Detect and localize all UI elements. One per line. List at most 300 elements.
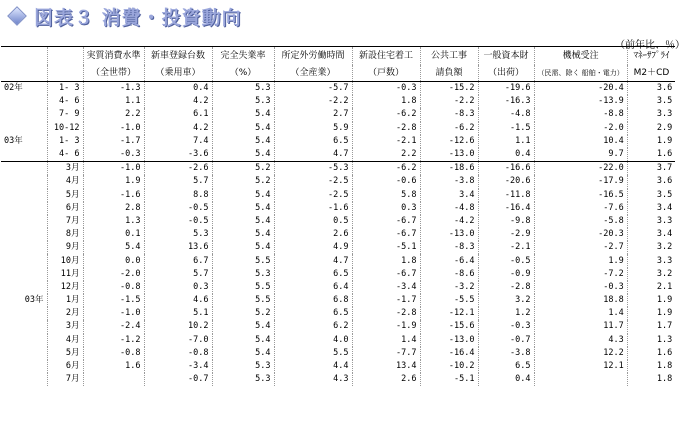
value-cell: -11.8 (478, 189, 534, 202)
value-cell: -20.4 (534, 82, 627, 96)
value-cell: -0.8 (83, 347, 144, 360)
value-cell: -1.6 (83, 189, 144, 202)
column-header: 完全失業率 (212, 47, 274, 66)
value-cell: 5.2 (212, 307, 274, 320)
title-area (2, 2, 242, 30)
value-cell: -2.2 (420, 95, 478, 108)
value-cell: 5.3 (212, 268, 274, 281)
value-cell: -0.3 (534, 281, 627, 294)
value-cell: -2.4 (83, 320, 144, 333)
value-cell: -0.3 (83, 148, 144, 162)
data-table (1, 46, 675, 386)
header-row-bottom (1, 65, 675, 82)
value-cell: -20.6 (478, 175, 534, 188)
value-cell: -6.4 (420, 254, 478, 267)
year-cell (1, 108, 47, 121)
table-row (1, 320, 675, 333)
table-row (1, 228, 675, 241)
year-cell (1, 281, 47, 294)
period-cell: 7- 9 (47, 108, 83, 121)
value-cell: 6.1 (144, 108, 212, 121)
value-cell: -9.8 (478, 215, 534, 228)
value-cell: 5.4 (83, 241, 144, 254)
year-cell (1, 215, 47, 228)
value-cell: 6.8 (274, 294, 352, 307)
value-cell: -13.0 (420, 334, 478, 347)
column-header: 実質消費水準 (83, 47, 144, 66)
value-cell: -1.7 (352, 294, 420, 307)
period-cell: 5月 (47, 189, 83, 202)
table-row (1, 373, 675, 386)
value-cell: -6.2 (352, 108, 420, 121)
value-cell: 6.5 (274, 135, 352, 148)
column-subheader (47, 65, 83, 82)
value-cell: -2.1 (478, 241, 534, 254)
value-cell: 5.4 (212, 108, 274, 121)
year-cell (1, 175, 47, 188)
value-cell: -6.2 (420, 122, 478, 135)
value-cell: 2.7 (274, 108, 352, 121)
column-subheader: （戸数） (352, 65, 420, 82)
value-cell (83, 373, 144, 386)
table-row (1, 162, 675, 176)
column-subheader: 請負額 (420, 65, 478, 82)
value-cell: 0.1 (83, 228, 144, 241)
value-cell: 2.8 (83, 202, 144, 215)
value-cell: -3.2 (420, 281, 478, 294)
value-cell: 1.1 (478, 135, 534, 148)
value-cell: 4.6 (144, 294, 212, 307)
value-cell: -0.8 (83, 281, 144, 294)
value-cell: -2.1 (352, 135, 420, 148)
value-cell: -5.1 (352, 241, 420, 254)
value-cell: 10.2 (144, 320, 212, 333)
value-cell: 11.7 (534, 320, 627, 333)
value-cell: 18.8 (534, 294, 627, 307)
value-cell: 5.7 (144, 268, 212, 281)
value-cell: 2.1 (627, 281, 675, 294)
value-cell: 3.6 (627, 175, 675, 188)
value-cell: 6.5 (274, 307, 352, 320)
period-cell: 1- 3 (47, 135, 83, 148)
value-cell: -10.2 (420, 360, 478, 373)
value-cell: -6.7 (352, 268, 420, 281)
value-cell: 5.4 (212, 135, 274, 148)
year-cell (1, 320, 47, 333)
value-cell: 5.5 (212, 294, 274, 307)
year-cell (1, 373, 47, 386)
value-cell: 1.3 (627, 334, 675, 347)
value-cell: 0.3 (144, 281, 212, 294)
value-cell: -1.0 (83, 162, 144, 176)
value-cell: -20.3 (534, 228, 627, 241)
value-cell: 8.8 (144, 189, 212, 202)
value-cell: 2.2 (83, 108, 144, 121)
column-header: 公共工事 (420, 47, 478, 66)
period-cell: 6月 (47, 360, 83, 373)
value-cell: 5.7 (144, 175, 212, 188)
table-row (1, 334, 675, 347)
value-cell: 5.9 (274, 122, 352, 135)
value-cell: -5.1 (420, 373, 478, 386)
value-cell: 5.4 (212, 241, 274, 254)
value-cell: -16.4 (420, 347, 478, 360)
value-cell: -5.5 (420, 294, 478, 307)
column-subheader (1, 65, 47, 82)
value-cell: -3.4 (144, 360, 212, 373)
value-cell: 1.2 (478, 307, 534, 320)
period-cell: 4- 6 (47, 95, 83, 108)
value-cell: 0.4 (478, 148, 534, 162)
table-row (1, 148, 675, 162)
column-subheader: （出荷） (478, 65, 534, 82)
column-header: 新車登録台数 (144, 47, 212, 66)
value-cell: -1.3 (83, 82, 144, 96)
period-cell: 1月 (47, 294, 83, 307)
value-cell: -2.2 (274, 95, 352, 108)
value-cell: 1.9 (627, 135, 675, 148)
value-cell: -1.0 (83, 307, 144, 320)
value-cell: -2.0 (534, 122, 627, 135)
value-cell: -2.6 (144, 162, 212, 176)
year-cell (1, 189, 47, 202)
value-cell: 4.3 (534, 334, 627, 347)
value-cell: -0.5 (478, 254, 534, 267)
value-cell: 1.3 (83, 215, 144, 228)
value-cell (534, 373, 627, 386)
value-cell: 5.8 (352, 189, 420, 202)
value-cell: 5.5 (212, 281, 274, 294)
value-cell: -2.0 (83, 268, 144, 281)
value-cell: 3.3 (627, 215, 675, 228)
value-cell: -0.5 (144, 202, 212, 215)
period-cell: 7月 (47, 373, 83, 386)
table-row (1, 189, 675, 202)
value-cell: 5.4 (212, 202, 274, 215)
column-header: 新設住宅着工 (352, 47, 420, 66)
page-title: 図表３ 消費・投資動向 (34, 6, 242, 29)
value-cell: 3.4 (627, 228, 675, 241)
table-row (1, 215, 675, 228)
value-cell: -2.5 (274, 189, 352, 202)
period-cell: 11月 (47, 268, 83, 281)
year-cell: 02年 (4, 83, 23, 94)
value-cell: 4.2 (144, 95, 212, 108)
period-cell: 10-12 (47, 122, 83, 135)
value-cell: 1.4 (352, 334, 420, 347)
value-cell: 12.1 (534, 360, 627, 373)
value-cell: 1.8 (352, 95, 420, 108)
table-row (1, 254, 675, 267)
value-cell: -7.6 (534, 202, 627, 215)
value-cell: -2.9 (478, 228, 534, 241)
value-cell: -0.7 (478, 334, 534, 347)
value-cell: 3.3 (627, 108, 675, 121)
period-cell: 7月 (47, 215, 83, 228)
value-cell: -4.2 (420, 215, 478, 228)
value-cell: -7.0 (144, 334, 212, 347)
period-cell: 8月 (47, 228, 83, 241)
year-cell (1, 95, 47, 108)
value-cell: 5.3 (212, 373, 274, 386)
period-cell: 9月 (47, 241, 83, 254)
value-cell: 4.0 (274, 334, 352, 347)
value-cell: -13.0 (420, 228, 478, 241)
value-cell: -3.8 (478, 347, 534, 360)
value-cell: 5.5 (274, 347, 352, 360)
value-cell: 5.4 (212, 320, 274, 333)
value-cell: 5.3 (212, 95, 274, 108)
period-cell: 10月 (47, 254, 83, 267)
value-cell: 5.2 (212, 175, 274, 188)
value-cell: 1.6 (83, 360, 144, 373)
table-row (1, 268, 675, 281)
value-cell: 1.8 (627, 373, 675, 386)
value-cell: 0.3 (352, 202, 420, 215)
table-row (1, 241, 675, 254)
year-cell (1, 202, 47, 215)
period-cell: 4月 (47, 175, 83, 188)
column-header: ﾏﾈｰｻﾌﾟﾗｲ (627, 47, 675, 66)
table-row (1, 360, 675, 373)
column-header (47, 47, 83, 66)
value-cell: -0.7 (144, 373, 212, 386)
value-cell: 1.9 (83, 175, 144, 188)
value-cell: 12.2 (534, 347, 627, 360)
table-row (1, 175, 675, 188)
period-cell: 5月 (47, 347, 83, 360)
value-cell: 2.6 (352, 373, 420, 386)
value-cell: 6.2 (274, 320, 352, 333)
value-cell: -7.7 (352, 347, 420, 360)
value-cell: 6.5 (274, 268, 352, 281)
value-cell: 13.6 (144, 241, 212, 254)
value-cell: -15.2 (420, 82, 478, 96)
year-cell (1, 228, 47, 241)
value-cell: 4.2 (144, 122, 212, 135)
period-cell: 3月 (47, 320, 83, 333)
year-cell (1, 268, 47, 281)
column-subheader: （乗用車） (144, 65, 212, 82)
value-cell: -8.3 (420, 108, 478, 121)
value-cell: -4.8 (420, 202, 478, 215)
unit-label: （前年比、％） (615, 40, 685, 51)
column-header (1, 47, 47, 66)
column-subheader: （民需、除く 船舶・電力） (534, 65, 627, 82)
value-cell: 7.4 (144, 135, 212, 148)
column-subheader: M2＋CD (627, 65, 675, 82)
value-cell: -1.2 (83, 334, 144, 347)
value-cell: 0.5 (274, 215, 352, 228)
value-cell: 1.8 (352, 254, 420, 267)
value-cell: -1.6 (274, 202, 352, 215)
table-row (1, 82, 675, 96)
value-cell: 5.4 (212, 122, 274, 135)
value-cell: 5.4 (212, 189, 274, 202)
value-cell: 5.4 (212, 228, 274, 241)
year-cell (1, 307, 47, 320)
value-cell: 1.1 (83, 95, 144, 108)
value-cell: 5.4 (212, 334, 274, 347)
period-cell: 2月 (47, 307, 83, 320)
year-cell (1, 334, 47, 347)
value-cell: 0.4 (478, 373, 534, 386)
value-cell: 1.8 (627, 360, 675, 373)
value-cell: -0.8 (144, 347, 212, 360)
value-cell: 5.3 (212, 360, 274, 373)
value-cell: -1.7 (83, 135, 144, 148)
value-cell: 0.4 (144, 82, 212, 96)
value-cell: 6.5 (478, 360, 534, 373)
value-cell: 3.6 (627, 82, 675, 96)
value-cell: -3.6 (144, 148, 212, 162)
value-cell: -6.7 (352, 228, 420, 241)
value-cell: -0.6 (352, 175, 420, 188)
value-cell: 1.4 (534, 307, 627, 320)
value-cell: -2.8 (352, 122, 420, 135)
value-cell: 0.0 (83, 254, 144, 267)
value-cell: -0.3 (478, 320, 534, 333)
value-cell: 5.5 (212, 254, 274, 267)
table-row (1, 347, 675, 360)
value-cell: 6.7 (144, 254, 212, 267)
value-cell: -4.8 (478, 108, 534, 121)
value-cell: 1.7 (627, 320, 675, 333)
column-header: 所定外労働時間 (274, 47, 352, 66)
value-cell: -1.0 (83, 122, 144, 135)
value-cell: -16.4 (478, 202, 534, 215)
value-cell: -18.6 (420, 162, 478, 176)
value-cell: -8.8 (534, 108, 627, 121)
value-cell: -16.3 (478, 95, 534, 108)
value-cell: 2.6 (274, 228, 352, 241)
year-cell (1, 122, 47, 135)
value-cell: -1.9 (352, 320, 420, 333)
value-cell: 1.9 (534, 254, 627, 267)
value-cell: 13.4 (352, 360, 420, 373)
value-cell: 1.6 (627, 347, 675, 360)
value-cell: 5.2 (212, 162, 274, 176)
value-cell: 3.5 (627, 189, 675, 202)
value-cell: -6.2 (352, 162, 420, 176)
year-cell (1, 360, 47, 373)
value-cell: -19.6 (478, 82, 534, 96)
value-cell: 4.3 (274, 373, 352, 386)
value-cell: 3.2 (478, 294, 534, 307)
value-cell: 4.9 (274, 241, 352, 254)
column-header: 一般資本財 (478, 47, 534, 66)
year-cell (1, 148, 47, 162)
value-cell: -13.0 (420, 148, 478, 162)
column-subheader: （全産業） (274, 65, 352, 82)
column-subheader: （全世帯） (83, 65, 144, 82)
year-cell: 03年 (24, 295, 44, 306)
table-row (1, 281, 675, 294)
value-cell: 3.4 (420, 189, 478, 202)
value-cell: -2.8 (352, 307, 420, 320)
table-row (1, 202, 675, 215)
value-cell: 2.2 (352, 148, 420, 162)
table-row (1, 135, 675, 148)
value-cell: 6.4 (274, 281, 352, 294)
value-cell: -8.3 (420, 241, 478, 254)
value-cell: -1.5 (83, 294, 144, 307)
value-cell: -15.6 (420, 320, 478, 333)
value-cell: 3.2 (627, 241, 675, 254)
value-cell: 1.6 (627, 148, 675, 162)
value-cell: -12.1 (420, 307, 478, 320)
value-cell: 3.4 (627, 202, 675, 215)
table-row (1, 108, 675, 121)
value-cell: 9.7 (534, 148, 627, 162)
value-cell: -16.6 (478, 162, 534, 176)
value-cell: -2.5 (274, 175, 352, 188)
value-cell: -1.5 (478, 122, 534, 135)
header-row-top (1, 47, 675, 66)
value-cell: 4.7 (274, 148, 352, 162)
year-cell (1, 162, 47, 176)
value-cell: -7.2 (534, 268, 627, 281)
diamond-icon (8, 7, 26, 25)
value-cell: -0.3 (352, 82, 420, 96)
value-cell: -0.5 (144, 215, 212, 228)
value-cell: 4.4 (274, 360, 352, 373)
value-cell: -5.8 (534, 215, 627, 228)
period-cell: 6月 (47, 202, 83, 215)
value-cell: 4.7 (274, 254, 352, 267)
value-cell: 5.4 (212, 215, 274, 228)
value-cell: -5.7 (274, 82, 352, 96)
value-cell: 1.9 (627, 294, 675, 307)
value-cell: 3.2 (627, 268, 675, 281)
value-cell: 3.5 (627, 95, 675, 108)
year-cell: 03年 (4, 135, 23, 146)
value-cell: -2.7 (534, 241, 627, 254)
column-subheader: （%） (212, 65, 274, 82)
value-cell: -2.8 (478, 281, 534, 294)
value-cell: -3.8 (420, 175, 478, 188)
value-cell: 10.4 (534, 135, 627, 148)
period-cell: 3月 (47, 162, 83, 176)
year-cell (1, 347, 47, 360)
table-row (1, 122, 675, 135)
table-row (1, 307, 675, 320)
period-cell: 4月 (47, 334, 83, 347)
value-cell: 5.4 (212, 347, 274, 360)
period-cell: 1- 3 (47, 82, 83, 96)
year-cell (1, 254, 47, 267)
year-cell (1, 241, 47, 254)
value-cell: 2.9 (627, 122, 675, 135)
value-cell: 5.1 (144, 307, 212, 320)
value-cell: 1.9 (627, 307, 675, 320)
value-cell: -17.9 (534, 175, 627, 188)
value-cell: 5.4 (212, 148, 274, 162)
value-cell: -6.7 (352, 215, 420, 228)
value-cell: 3.3 (627, 254, 675, 267)
value-cell: -12.6 (420, 135, 478, 148)
table-row (1, 294, 675, 307)
value-cell: 5.3 (212, 82, 274, 96)
value-cell: -3.4 (352, 281, 420, 294)
value-cell: -22.0 (534, 162, 627, 176)
value-cell: -5.3 (274, 162, 352, 176)
value-cell: 3.7 (627, 162, 675, 176)
value-cell: -13.9 (534, 95, 627, 108)
value-cell: 5.3 (144, 228, 212, 241)
period-cell: 12月 (47, 281, 83, 294)
column-header: 機械受注 (534, 47, 627, 66)
